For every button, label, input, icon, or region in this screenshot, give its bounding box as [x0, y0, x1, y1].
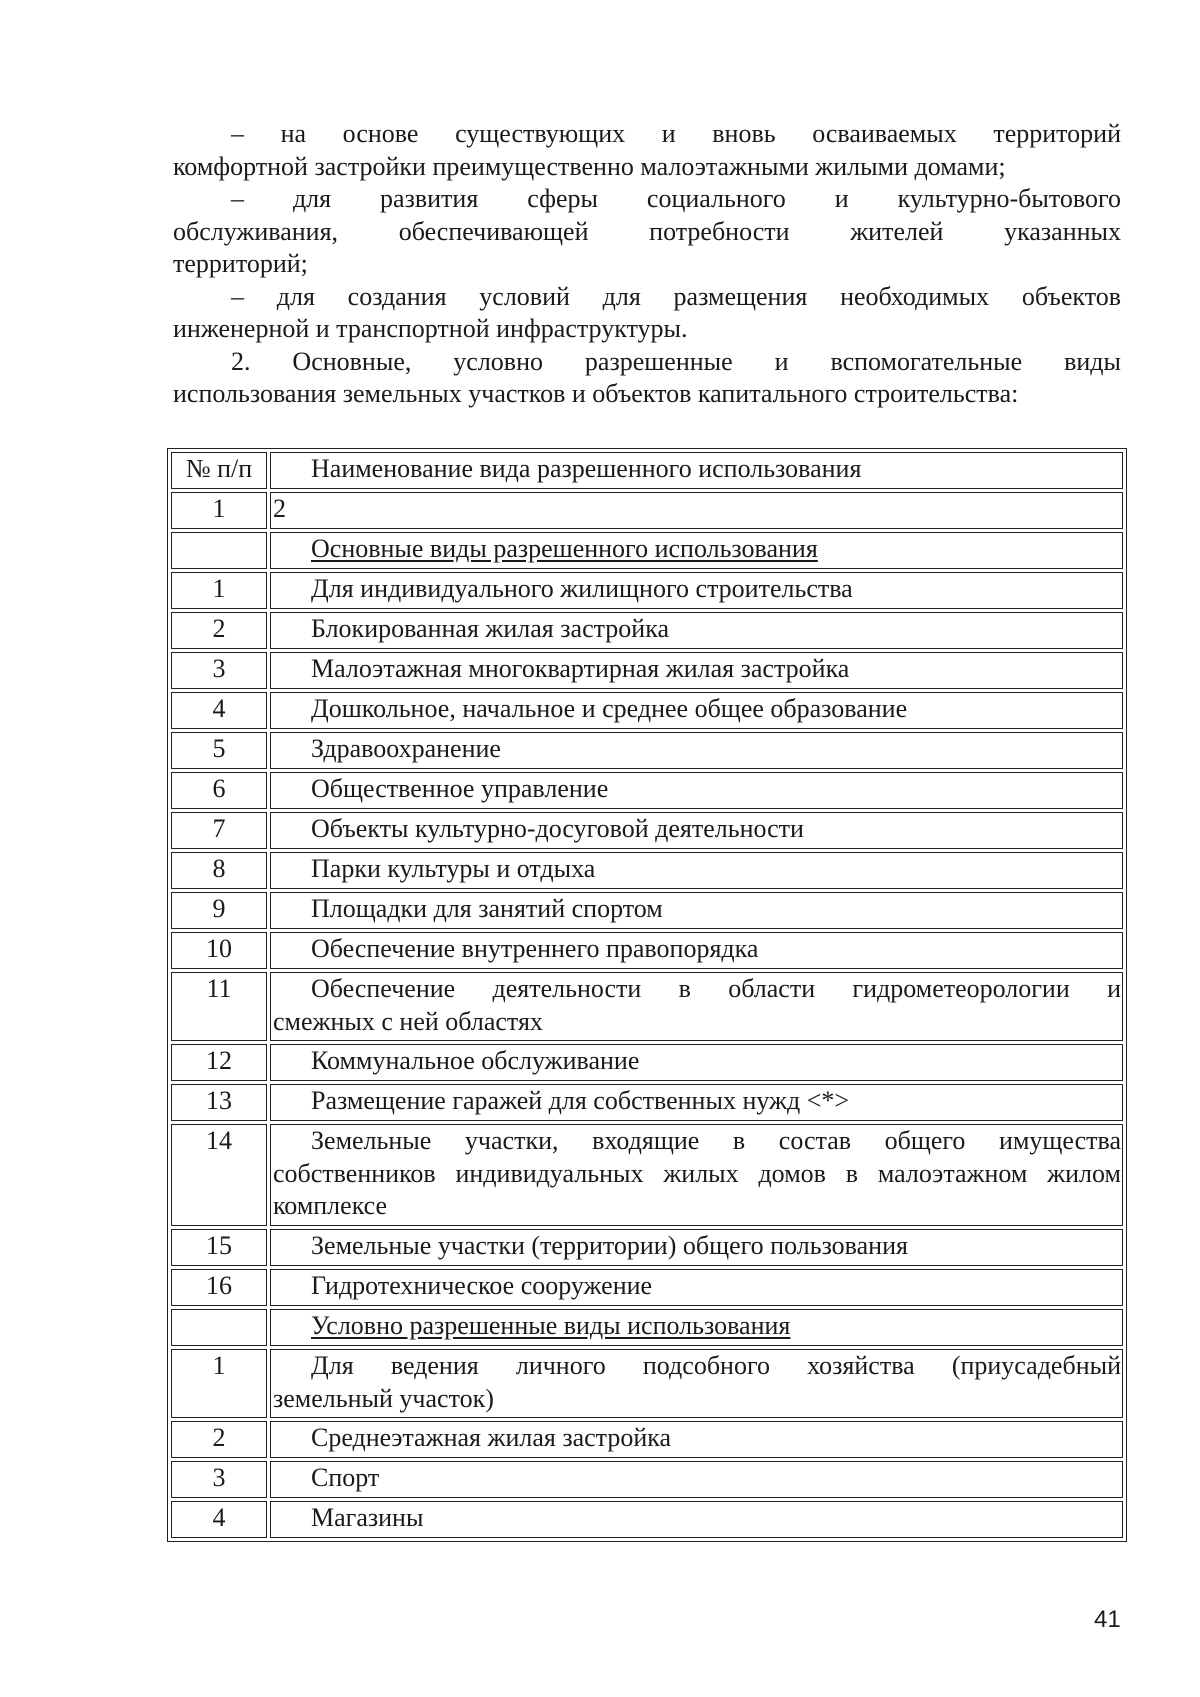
table-row: [171, 1461, 1123, 1498]
row-num: 15: [171, 1229, 267, 1266]
table-row: [171, 692, 1123, 729]
section-num-empty: [171, 1309, 267, 1346]
intro-p3-line2: инженерной и транспортной инфраструктуры.: [173, 314, 688, 343]
intro-p4-line1: 2. Основные, условно разрешенные и вспомогательные виды: [231, 346, 1121, 376]
row-num: 10: [171, 932, 267, 969]
table-row: [171, 1421, 1123, 1458]
row-num: 5: [171, 732, 267, 769]
row-num: 11: [171, 972, 267, 1041]
row-num: 14: [171, 1124, 267, 1226]
row-num: 13: [171, 1084, 267, 1121]
table-row: [171, 1501, 1123, 1538]
table-row: [171, 1084, 1123, 1121]
table-row: [171, 1229, 1123, 1266]
section-title-conditional: Условно разрешенные виды использования: [270, 1309, 1123, 1346]
table-row: [171, 1124, 1123, 1226]
row-name: Коммунальное обслуживание: [270, 1044, 1123, 1081]
row-name: Земельные участки (территории) общего пользования: [270, 1229, 1123, 1266]
row-name: Земельные участки, входящие в состав общего имущества собственников индивидуальных жилых домов в малоэтажном жилом комплексе: [270, 1124, 1123, 1226]
table-row: [171, 932, 1123, 969]
row-num: 6: [171, 772, 267, 809]
row-num: 3: [171, 652, 267, 689]
section-row-conditional: [171, 1309, 1123, 1346]
row-num: 7: [171, 812, 267, 849]
table-row: [171, 732, 1123, 769]
row-name: Объекты культурно-досуговой деятельности: [270, 812, 1123, 849]
row-num: 1: [171, 572, 267, 609]
row-name: Малоэтажная многоквартирная жилая застройка: [270, 652, 1123, 689]
table-row: [171, 572, 1123, 609]
row-num: 1: [171, 1349, 267, 1418]
land-use-table: [167, 448, 1127, 1542]
row-name: Здравоохранение: [270, 732, 1123, 769]
row-name: Дошкольное, начальное и среднее общее образование: [270, 692, 1123, 729]
section-row-main: [171, 532, 1123, 569]
table-row: [171, 772, 1123, 809]
table-row: [171, 1269, 1123, 1306]
row-name: Обеспечение внутреннего правопорядка: [270, 932, 1123, 969]
intro-p2-line1: – для развития сферы социального и культурно-бытового: [231, 184, 1121, 213]
row-name: Обеспечение деятельности в области гидрометеорологии и смежных с ней областях: [270, 972, 1123, 1041]
row-num: 9: [171, 892, 267, 929]
row-num: 2: [171, 612, 267, 649]
intro-text: [173, 118, 1121, 411]
table-row: [171, 1349, 1123, 1418]
row-name: Парки культуры и отдыха: [270, 852, 1123, 889]
row-num: 12: [171, 1044, 267, 1081]
intro-p2-line3: территорий;: [173, 249, 308, 278]
row-name: Общественное управление: [270, 772, 1123, 809]
table-row: [171, 972, 1123, 1041]
intro-p4-line2: использования земельных участков и объектов капитального строительства:: [173, 379, 1019, 408]
section-title-main: Основные виды разрешенного использования: [270, 532, 1123, 569]
table-row: [171, 852, 1123, 889]
intro-p3-line1: – для создания условий для размещения необходимых объектов: [231, 281, 1121, 311]
table-row: [171, 612, 1123, 649]
row-name: Для ведения личного подсобного хозяйства (приусадебный земельный участок): [270, 1349, 1123, 1418]
header-name: Наименование вида разрешенного использования: [270, 452, 1123, 489]
colnum-1: 1: [171, 492, 267, 529]
intro-p1-line1: – на основе существующих и вновь осваиваемых территорий: [231, 119, 1121, 148]
row-num: 16: [171, 1269, 267, 1306]
row-name: Размещение гаражей для собственных нужд <*>: [270, 1084, 1123, 1121]
intro-p1-line2: комфортной застройки преимущественно малоэтажными жилыми домами;: [173, 151, 1006, 181]
row-name: Магазины: [270, 1501, 1123, 1538]
table-row: [171, 1044, 1123, 1081]
table-header-row: [171, 452, 1123, 489]
row-num: 3: [171, 1461, 267, 1498]
page-number: 41: [1094, 1606, 1121, 1633]
row-num: 4: [171, 1501, 267, 1538]
row-num: 8: [171, 852, 267, 889]
header-num: № п/п: [171, 452, 267, 489]
table-row: [171, 812, 1123, 849]
row-num: 4: [171, 692, 267, 729]
table-row: [171, 652, 1123, 689]
table-row: [171, 892, 1123, 929]
row-name: Гидротехническое сооружение: [270, 1269, 1123, 1306]
row-name: Спорт: [270, 1461, 1123, 1498]
intro-p2-line2: обслуживания, обеспечивающей потребности жителей указанных: [173, 216, 1121, 246]
colnum-2: 2: [270, 492, 1123, 529]
table-colnum-row: [171, 492, 1123, 529]
row-name: Площадки для занятий спортом: [270, 892, 1123, 929]
section-num-empty: [171, 532, 267, 569]
row-name: Среднеэтажная жилая застройка: [270, 1421, 1123, 1458]
row-name: Для индивидуального жилищного строительства: [270, 572, 1123, 609]
row-num: 2: [171, 1421, 267, 1458]
row-name: Блокированная жилая застройка: [270, 612, 1123, 649]
